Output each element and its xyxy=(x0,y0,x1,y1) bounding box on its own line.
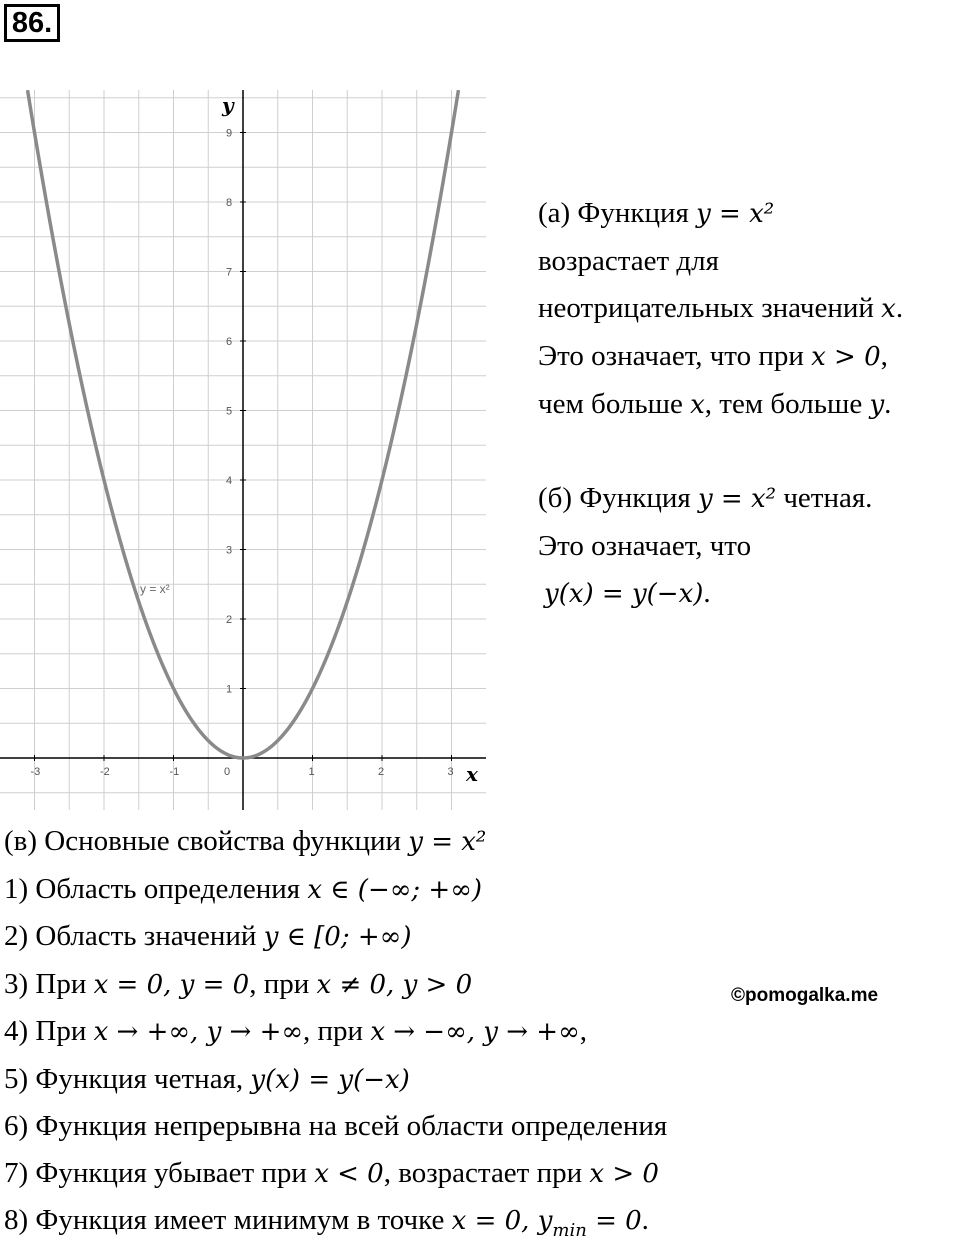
property-1: 1) Область определения x ∈ (−∞; +∞) xyxy=(4,872,482,905)
property-5: 5) Функция четная, y(x) = y(−x) xyxy=(4,1062,410,1095)
part-b-line-1: (б) Функция y = x² четная. xyxy=(538,482,873,514)
part-b-line-2: Это означает, что xyxy=(538,530,752,562)
x-tick-label: 1 xyxy=(308,766,315,778)
problem-number: 86. xyxy=(4,4,60,42)
x-tick-label: -2 xyxy=(100,766,110,778)
watermark: ©pomogalka.me xyxy=(731,985,879,1006)
property-2: 2) Область значений y ∈ [0; +∞) xyxy=(4,920,412,952)
y-tick-label: 9 xyxy=(226,127,233,140)
property-4: 4) При x → +∞, y → +∞, при x → −∞, y → +∞, xyxy=(4,1015,587,1047)
y-tick-label: 7 xyxy=(226,266,233,279)
y-tick-label: 3 xyxy=(226,544,233,557)
part-a-line-1: (а) Функция y = x² xyxy=(538,197,775,229)
part-a-line-3: неотрицательных значений x. xyxy=(538,292,904,324)
explanation-block xyxy=(538,190,958,618)
x-axis-label: x xyxy=(466,762,478,786)
y-tick-label: 8 xyxy=(226,197,233,209)
y-axis-label: y xyxy=(222,93,234,117)
property-3: 3) При x = 0, y = 0, при x ≠ 0, y > 0 xyxy=(4,967,473,1000)
part-b-line-3: y(x) = y(−x). xyxy=(544,577,711,609)
x-tick-label: 0 xyxy=(224,766,231,778)
x-tick-label: -3 xyxy=(30,766,41,778)
part-a-line-4: Это означает, что при x > 0, xyxy=(538,340,888,372)
parabola-graph xyxy=(0,90,492,812)
part-a-line-2: возрастает для xyxy=(538,245,719,277)
properties-list xyxy=(4,818,954,1254)
property-7: 7) Функция убывает при x < 0, возрастает при x > 0 xyxy=(4,1156,659,1189)
y-tick-label: 1 xyxy=(226,683,233,696)
property-6: 6) Функция непрерывна на всей области определения xyxy=(4,1110,668,1142)
y-tick-label: 6 xyxy=(226,336,233,348)
x-tick-label: -1 xyxy=(169,766,180,778)
property-8: 8) Функция имеет минимум в точке x = 0, $y_{min} = 0$. xyxy=(4,1204,649,1241)
curve-label: y = x² xyxy=(140,582,170,596)
axes xyxy=(0,90,486,810)
x-tick-label: 2 xyxy=(378,766,385,778)
y-tick-label: 5 xyxy=(226,405,233,418)
properties-title: (в) Основные свойства функции y = x² xyxy=(4,825,487,857)
y-tick-label: 2 xyxy=(226,614,233,626)
y-tick-label: 4 xyxy=(226,475,233,487)
part-a-line-5: чем больше x, тем больше y. xyxy=(538,388,892,420)
x-tick-label: 3 xyxy=(447,766,454,778)
